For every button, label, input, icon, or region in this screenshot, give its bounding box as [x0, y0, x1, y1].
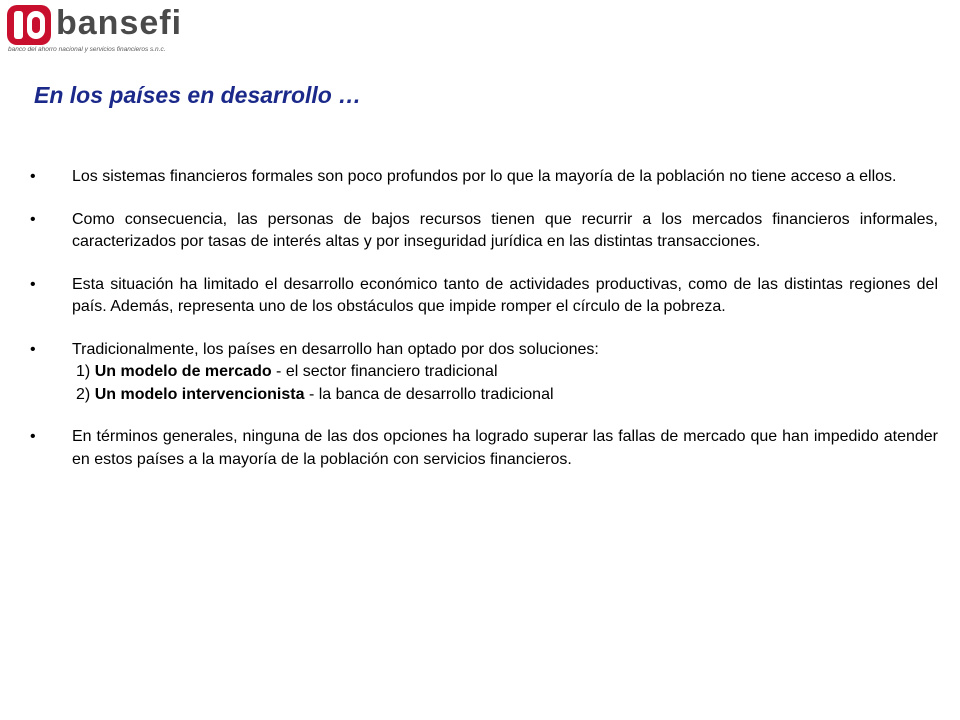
option-number: 2): [76, 385, 91, 403]
bullet-text: En términos generales, ninguna de las dos opciones ha logrado superar las fallas de mercado que han impedido atender en estos países a la mayoría de la población con servicios financieros.: [72, 428, 938, 468]
bullet-dot: •: [30, 168, 36, 185]
option-line: [72, 384, 938, 407]
bullet-item: [30, 166, 938, 189]
bullet-text: Como consecuencia, las personas de bajos recursos tienen que recurrir a los mercados financieros informales, caracterizados por tasas de interés altas y por inseguridad jurídica en las distintas transacciones.: [72, 210, 938, 250]
bullet-item: [30, 209, 938, 254]
bullet-item: [30, 339, 938, 407]
option-description: - la banca de desarrollo tradicional: [304, 385, 554, 403]
bullet-dot: •: [30, 210, 36, 228]
bullet-text: Los sistemas financieros formales son poco profundos por lo que la mayoría de la población no tiene acceso a ellos.: [72, 168, 897, 185]
bansefi-tagline: banco del ahorro nacional y servicios financieros s.n.c.: [8, 46, 166, 53]
bullet-text: Tradicionalmente, los países en desarrollo han optado por dos soluciones:: [72, 340, 599, 358]
option-title: Un modelo intervencionista: [94, 385, 305, 403]
bansefi-mark-icon: [6, 4, 54, 48]
bansefi-wordmark: bansefi: [56, 4, 183, 42]
bullet-item: [30, 274, 938, 319]
option-line: [72, 361, 938, 384]
bullet-list: [30, 166, 938, 491]
bansefi-logo: [6, 4, 206, 56]
option-description: - el sector financiero tradicional: [271, 363, 498, 380]
bullet-dot: •: [30, 275, 36, 293]
option-title: Un modelo de mercado: [94, 363, 272, 380]
bullet-dot: •: [30, 340, 36, 358]
bullet-text: Esta situación ha limitado el desarrollo económico tanto de actividades productivas, como de las distintas regiones del país. Además, representa uno de los obstáculos que impide romper el círculo de la pobreza.: [72, 275, 938, 315]
bullet-item: [30, 426, 938, 471]
bullet-dot: •: [30, 428, 36, 445]
option-number: 1): [76, 363, 91, 380]
slide-title: En los países en desarrollo …: [34, 82, 362, 108]
